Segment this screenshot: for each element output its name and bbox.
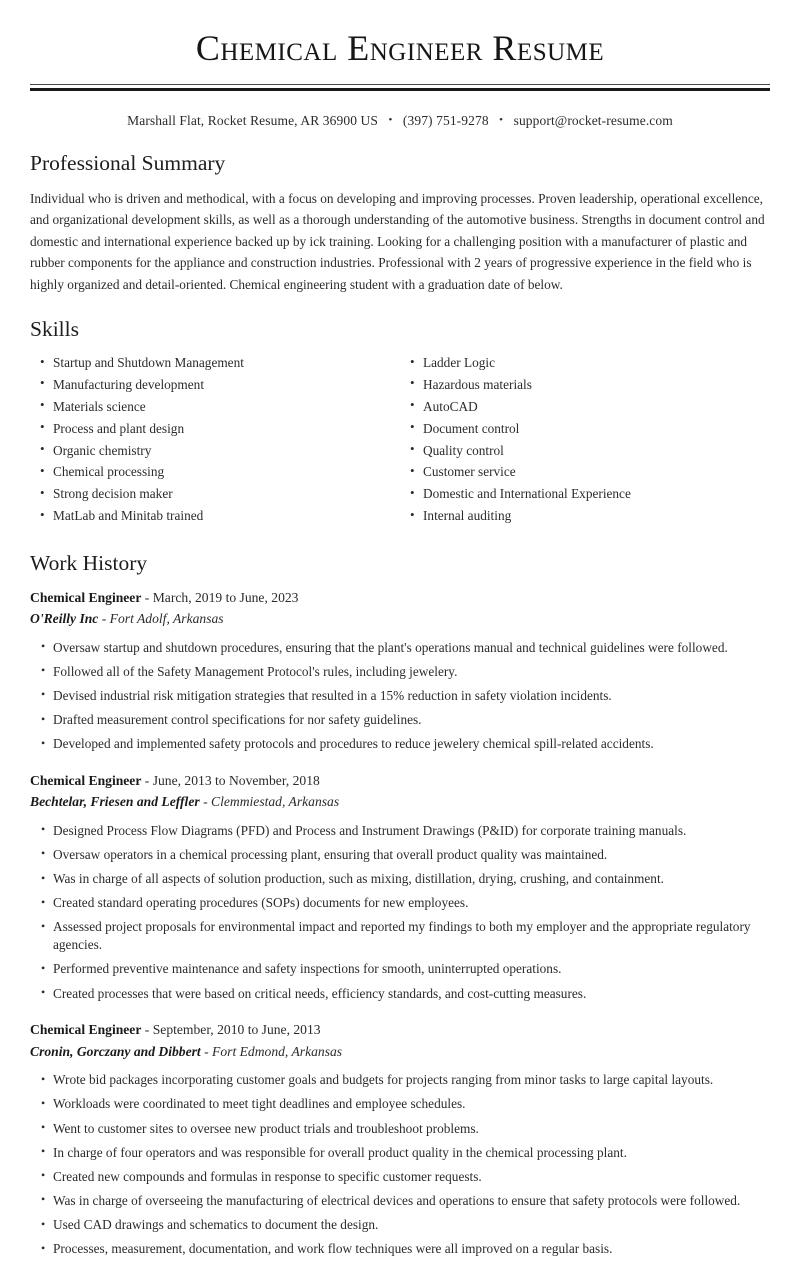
job-responsibilities-list [30,639,770,753]
section-heading-work-history: Work History [30,551,148,576]
job-responsibility-item: • Went to customer sites to oversee new product trials and troubleshoot problems. [30,1120,770,1138]
job-title-line [30,771,770,791]
contact-separator-2: • [499,113,504,126]
divider-line-thick [30,88,770,91]
job-responsibility-item: • Processes, measurement, documentation, and work flow techniques were all improved on a regular basis. [30,1240,770,1258]
job-responsibility-item: • Workloads were coordinated to meet tight deadlines and employee schedules. [30,1095,770,1113]
job-responsibility-item: • Created standard operating procedures (SOPs) documents for new employees. [30,894,770,912]
skill-item: • Materials science [30,398,400,415]
section-skills [30,317,770,529]
job-entry [30,771,770,1002]
job-company-line [30,792,770,812]
job-responsibility-item: • Designed Process Flow Diagrams (PFD) and Process and Instrument Drawings (P&ID) for corporate training manuals. [30,822,770,840]
job-responsibility-item: • Performed preventive maintenance and safety inspections for smooth, uninterrupted operations. [30,960,770,978]
skills-list-left [30,354,400,524]
section-heading-skills: Skills [30,317,79,342]
job-responsibility-item: • Used CAD drawings and schematics to document the design. [30,1216,770,1234]
summary-paragraph: Individual who is driven and methodical, with a focus on developing and improving processes. Proven leadership, operational excellence, and organizational development skills, as well as a thorough understanding of the automotive business. Strengths in document control and domestic and international experience backed up by ick training. Looking for a challenging position with a manufacturer of plastic and rubber components for the appliance and construction industries. Professional with 2 years of progressive experience in the field who is highly organized and detail-oriented. Chemical engineering student with a graduation date of below. [30,190,765,292]
job-responsibility-item: • Was in charge of overseeing the manufacturing of electrical devices and operations to ensure that safety protocols were followed. [30,1192,770,1210]
skill-item: • Strong decision maker [30,485,400,502]
contact-separator-1: • [388,113,393,126]
job-responsibility-item: • Oversaw operators in a chemical processing plant, ensuring that overall product quality was maintained. [30,846,770,864]
job-responsibility-item: • Developed and implemented safety protocols and procedures to reduce jewelery chemical spill-related accidents. [30,735,770,753]
skill-item: • Domestic and International Experience [400,485,770,502]
company-separator: - [200,1043,213,1059]
job-separator: - [141,589,153,605]
section-heading-summary: Professional Summary [30,150,226,175]
skill-item: • Chemical processing [30,463,400,480]
job-title: Chemical Engineer [30,589,142,605]
job-location: Fort Edmond, Arkansas [212,1043,343,1059]
job-company-line [30,1042,770,1062]
job-responsibility-item: • Devised industrial risk mitigation strategies that resulted in a 15% reduction in safety violation incidents. [30,687,770,705]
contact-phone: (397) 751-9278 [402,112,489,128]
job-list [30,588,770,1258]
contact-address: Marshall Flat, Rocket Resume, AR 36900 US [127,112,378,128]
job-responsibilities-list [30,822,770,1003]
skill-item: • AutoCAD [400,398,770,415]
contact-info [30,113,770,129]
job-location: Fort Adolf, Arkansas [109,611,224,627]
job-responsibility-item: • Wrote bid packages incorporating customer goals and budgets for projects ranging from minor tasks to large capital layouts. [30,1071,770,1089]
job-responsibility-item: • Assessed project proposals for environmental impact and reported my findings to both my employer and the appropriate regulatory agencies. [30,918,770,954]
job-responsibility-item: • Oversaw startup and shutdown procedures, ensuring that the plant's operations manual and technical guidelines were followed. [30,639,770,657]
job-responsibility-item: • In charge of four operators and was responsible for overall product quality in the chemical processing plant. [30,1144,770,1162]
job-company: O'Reilly Inc [30,611,99,627]
job-responsibility-item: • Was in charge of all aspects of solution production, such as mixing, distillation, drying, crushing, and containment. [30,870,770,888]
contact-email: support@rocket-resume.com [513,112,673,128]
skill-item: • Quality control [400,442,770,459]
skills-columns [30,354,770,529]
skill-item: • Startup and Shutdown Management [30,354,400,371]
job-dates: September, 2010 to June, 2013 [152,1022,321,1038]
job-separator: - [141,1022,153,1038]
job-entry [30,1020,770,1258]
job-company: Bechtelar, Friesen and Leffler [30,794,200,810]
skill-item: • Customer service [400,463,770,480]
skill-item: • Hazardous materials [400,376,770,393]
job-title: Chemical Engineer [30,1022,142,1038]
job-title-line [30,588,770,608]
skills-list-right [400,354,770,524]
job-responsibility-item: • Drafted measurement control specifications for nor safety guidelines. [30,711,770,729]
job-responsibility-item: • Created new compounds and formulas in response to specific customer requests. [30,1168,770,1186]
company-separator: - [199,794,211,810]
section-professional-summary [30,151,770,295]
skill-item: • Ladder Logic [400,354,770,371]
job-responsibilities-list [30,1071,770,1258]
skills-column-right [400,354,770,529]
header-divider [30,84,770,91]
job-location: Clemmiestad, Arkansas [211,794,340,810]
skill-item: • Internal auditing [400,507,770,524]
company-separator: - [98,611,110,627]
section-work-history [30,551,770,1258]
skills-column-left [30,354,400,529]
job-responsibility-item: • Created processes that were based on critical needs, efficiency standards, and cost-cutting measures. [30,985,770,1003]
job-separator: - [141,773,153,789]
job-dates: March, 2019 to June, 2023 [152,589,299,605]
skill-item: • Document control [400,420,770,437]
document-content [30,0,770,1258]
job-title-line [30,1020,770,1040]
page-title: Chemical Engineer Resume [195,28,605,68]
job-company-line [30,609,770,629]
job-entry [30,588,770,753]
job-title: Chemical Engineer [30,773,142,789]
job-dates: June, 2013 to November, 2018 [152,773,320,789]
skill-item: • Organic chemistry [30,442,400,459]
skill-item: • Manufacturing development [30,376,400,393]
job-responsibility-item: • Followed all of the Safety Management Protocol's rules, including jewelery. [30,663,770,681]
skill-item: • MatLab and Minitab trained [30,507,400,524]
skill-item: • Process and plant design [30,420,400,437]
job-company: Cronin, Gorczany and Dibbert [30,1043,201,1059]
